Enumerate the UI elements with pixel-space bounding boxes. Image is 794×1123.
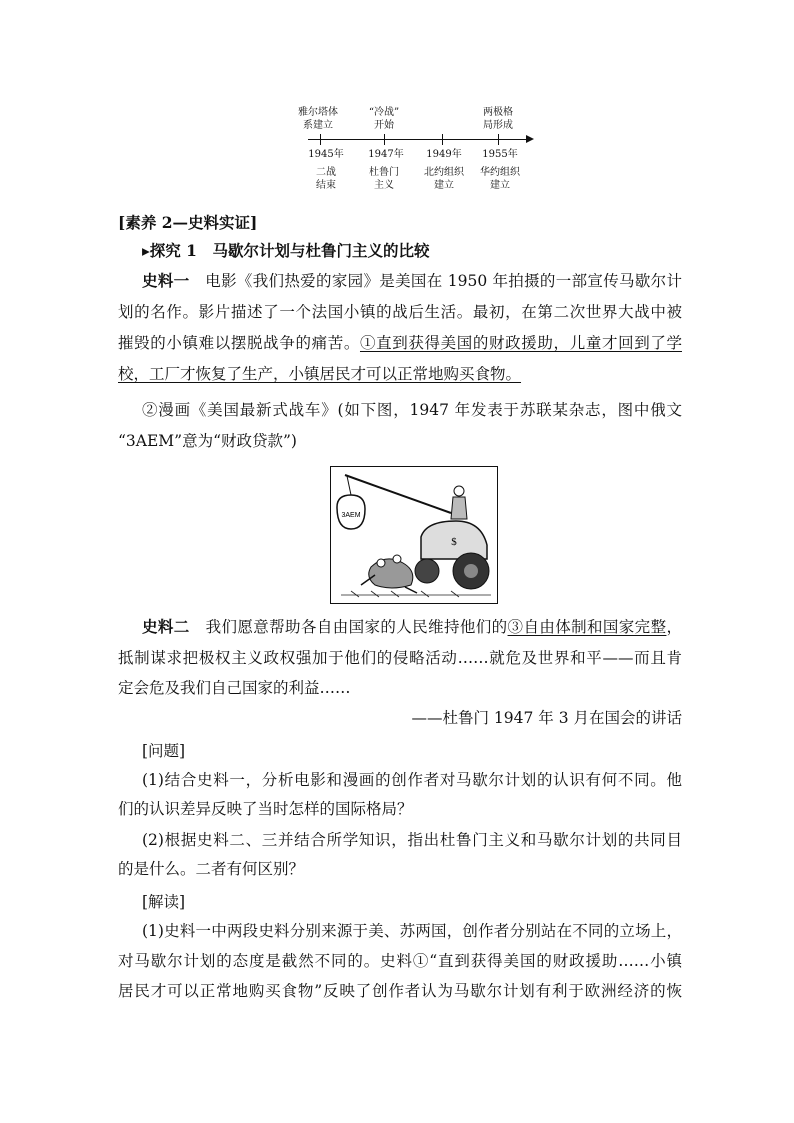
material-two-line-2: 抵制谋求把极权主义政权强加于他们的侵略活动……就危及世界和平——而且肯 <box>118 649 682 667</box>
answer-tag: [解读] <box>142 893 186 911</box>
answer-line-1: (1)史料一中两段史料分别来源于美、苏两国，创作者分别站在不同的立场上， <box>142 922 682 940</box>
driver-head <box>454 486 464 496</box>
timeline-tick <box>498 134 499 145</box>
material-one-line-4: 校，工厂才恢复了生产，小镇居民才可以正常地购买食物。 <box>118 365 522 383</box>
timeline-year: 1949年 <box>426 149 462 160</box>
dollar-sign: $ <box>451 536 457 548</box>
timeline-axis <box>308 139 530 140</box>
material-two-source: ——杜鲁门 1947 年 3 月在国会的讲话 <box>411 709 682 727</box>
question-1-line-2: 们的认识差异反映了当时怎样的国际格局？ <box>118 800 413 818</box>
material-two-line-1: 史料二 我们愿意帮助各自由国家的人民维持他们的③自由体制和国家完整， <box>142 617 682 636</box>
material-one-label: 史料一 <box>142 271 190 290</box>
cartoon-drawing <box>331 467 497 603</box>
timeline-event: 北约组织 建立 <box>424 167 464 191</box>
material-one-line-3: 摧毁的小镇难以摆脱战争的痛苦。①直到获得美国的财政援助，儿童才回到了学 <box>118 334 682 352</box>
timeline-label-bipolar: 两极格 局形成 <box>483 107 513 131</box>
question-1-line-1: (1)结合史料一，分析电影和漫画的创作者对马歇尔计划的认识有何不同。他 <box>142 771 682 789</box>
inquiry-title: ▸探究 1 马歇尔计划与杜鲁门主义的比较 <box>142 241 430 260</box>
timeline-label-cold-war: “冷战” 开始 <box>368 107 400 131</box>
timeline-tick <box>384 134 385 145</box>
timeline-tick <box>442 134 443 145</box>
crowd <box>369 559 413 588</box>
question-2-line-1: (2)根据史料二、三并结合所学知识，指出杜鲁门主义和马歇尔计划的共同目 <box>142 831 682 849</box>
timeline-year: 1945年 <box>308 149 344 160</box>
timeline-year: 1955年 <box>482 149 518 160</box>
timeline-event: 二战 结束 <box>316 167 336 191</box>
cartoon-description-line-1: ②漫画《美国最新式战车》(如下图，1947 年发表于苏联某杂志，图中俄文 <box>142 401 682 419</box>
material-one-line-1: 史料一 电影《我们热爱的家园》是美国在 1950 年拍摄的一部宣传马歇尔计 <box>142 271 682 290</box>
material-two-label: 史料二 <box>142 617 190 636</box>
timeline-label-yalta: 雅尔塔体 系建立 <box>298 107 338 131</box>
driver-body <box>451 497 467 519</box>
answer-line-3: 居民才可以正常地购买食物”反映了创作者认为马歇尔计划有利于欧洲经济的恢 <box>118 982 682 1000</box>
wheel <box>415 559 439 583</box>
section-heading: [素养 2—史料实证] <box>118 213 258 232</box>
timeline <box>290 100 540 195</box>
material-two-line-3: 定会危及我们自己国家的利益…… <box>118 679 351 697</box>
question-2-line-2: 的是什么。二者有何区别？ <box>118 860 305 878</box>
timeline-event: 杜鲁门 主义 <box>369 167 399 191</box>
cartoon-description-line-2: “3AEM”意为“财政贷款”) <box>118 432 297 450</box>
timeline-event: 华约组织 建立 <box>480 167 520 191</box>
cartoon-illustration <box>330 466 498 604</box>
question-tag: [问题] <box>142 742 186 760</box>
wheel-hub <box>464 564 478 578</box>
timeline-year: 1947年 <box>368 149 404 160</box>
material-one-line-2: 划的名作。影片描述了一个法国小镇的战后生活。最初，在第二次世界大战中被 <box>118 303 682 321</box>
timeline-tick <box>320 134 321 145</box>
answer-line-2: 对马歇尔计划的态度是截然不同的。史料①“直到获得美国的财政援助……小镇 <box>118 952 682 970</box>
timeline-arrow <box>526 135 534 143</box>
bag-label: 3AEM <box>341 512 361 519</box>
